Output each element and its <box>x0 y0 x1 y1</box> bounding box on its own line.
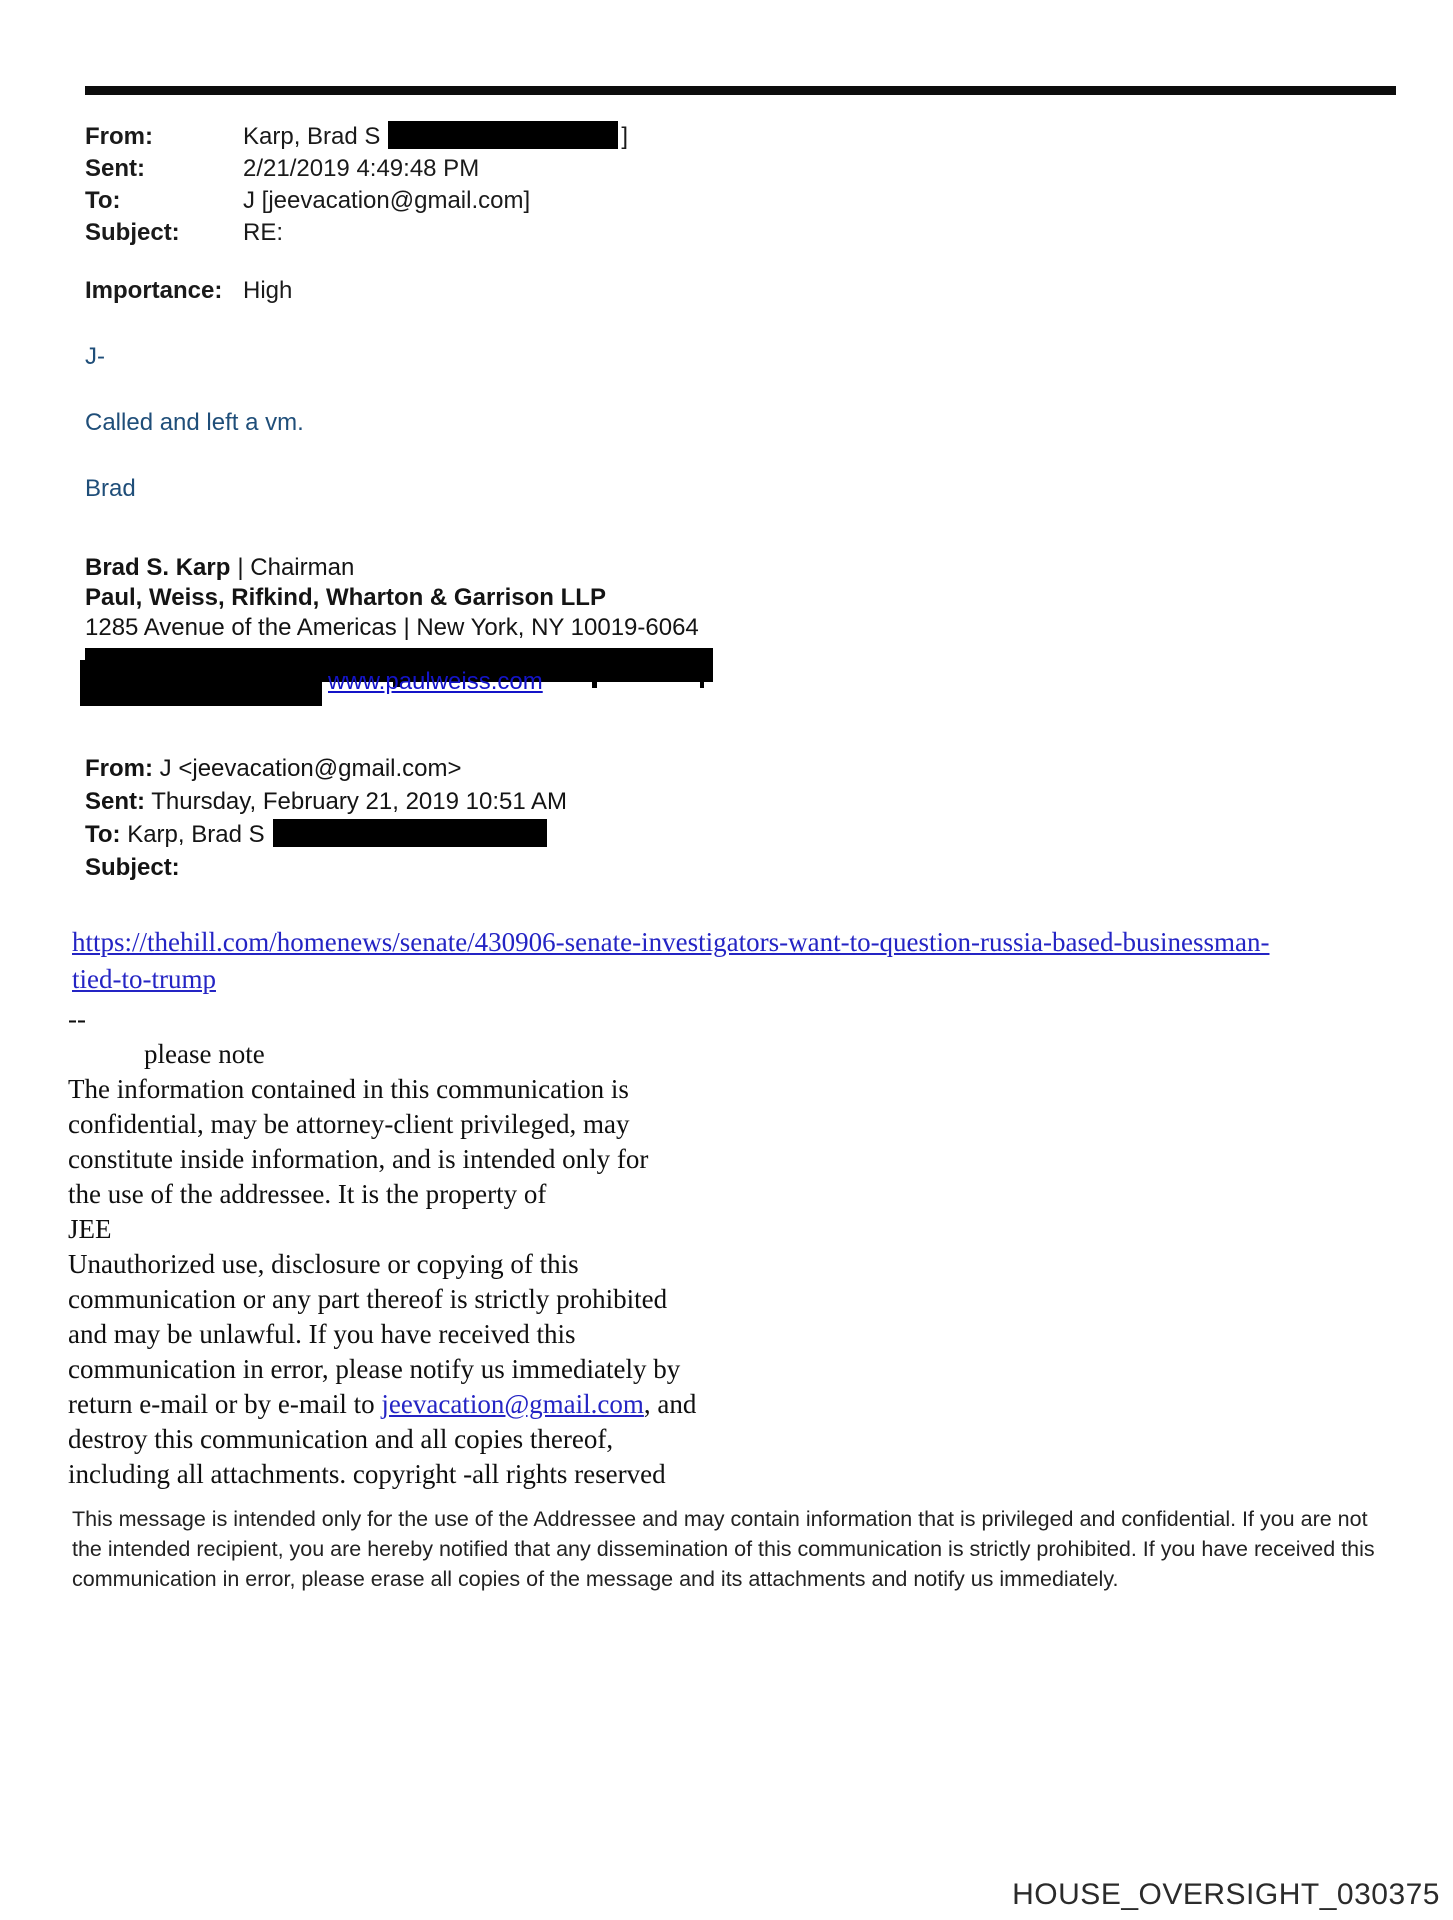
subject-row <box>85 217 1453 249</box>
bates-number: HOUSE_OVERSIGHT_030375 <box>1012 1878 1440 1911</box>
signature-firm: Paul, Weiss, Rifkind, Wharton & Garrison LLP <box>85 584 606 611</box>
confidentiality-line: communication in error, please notify us immediately by <box>68 1354 681 1384</box>
confidentiality-line: confidential, may be attorney-client privileged, may <box>68 1109 630 1139</box>
reply-signoff: Brad <box>85 475 136 502</box>
redaction-remnant-mark <box>700 681 704 688</box>
confidentiality-line: Unauthorized use, disclosure or copying of this <box>68 1249 579 1279</box>
to-label: To: <box>85 821 121 848</box>
confidentiality-line: constitute inside information, and is intended only for <box>68 1144 649 1174</box>
to-value: Karp, Brad S <box>127 821 265 848</box>
sent-value: Thursday, February 21, 2019 10:51 AM <box>151 788 568 815</box>
signature-redaction-zone <box>80 648 1453 708</box>
subject-value: RE: <box>243 219 284 246</box>
from-label: From: <box>85 123 153 150</box>
article-link-paragraph <box>72 924 1453 998</box>
confidentiality-line: the use of the addressee. It is the property of <box>68 1179 547 1209</box>
confidentiality-email-line: return e-mail or by e-mail to jeevacation@gmail.com, and <box>68 1389 697 1419</box>
signature-block <box>85 553 1453 643</box>
footer-disclaimer: This message is intended only for the use of the Addressee and may contain information that is privileged and confidential. If you are not the intended recipient, you are hereby notified that any dissemination of this communication is strictly prohibited. If you have received this communication in error, please erase all copies of the message and its attachments and notify us immediately. <box>72 1507 1375 1591</box>
confidentiality-line: please note <box>144 1039 265 1069</box>
subject-label: Subject: <box>85 219 180 246</box>
importance-row <box>85 275 1453 307</box>
importance-label: Importance: <box>85 277 223 304</box>
to-row <box>85 818 1453 851</box>
reply-greeting: J- <box>85 343 105 370</box>
from-row <box>85 121 1453 153</box>
from-value: J <jeevacation@gmail.com> <box>159 755 462 782</box>
signature-title: | Chairman <box>237 554 355 581</box>
to-label: To: <box>85 187 121 214</box>
signature-address: 1285 Avenue of the Americas | New York, NY 10019-6064 <box>85 614 699 641</box>
redaction-bar <box>388 121 618 149</box>
confidentiality-line: destroy this communication and all copies thereof, <box>68 1424 614 1454</box>
importance-value: High <box>243 277 293 304</box>
sent-label: Sent: <box>85 155 145 182</box>
separator-dashes: -- <box>68 1004 86 1034</box>
sent-label: Sent: <box>85 788 145 815</box>
header-divider-rule <box>85 86 1396 95</box>
confidentiality-line: including all attachments. copyright -all rights reserved <box>68 1459 666 1489</box>
thehill-article-link[interactable]: https://thehill.com/homenews/senate/430906-senate-investigators-want-to-question-russia-based-businessman- tied-to-trump <box>72 927 1270 994</box>
redaction-bar <box>273 819 547 847</box>
sent-value: 2/21/2019 4:49:48 PM <box>243 155 480 182</box>
to-row <box>85 185 1453 217</box>
from-label: From: <box>85 755 153 782</box>
reply-body: Called and left a vm. <box>85 409 304 436</box>
from-row <box>85 752 1453 785</box>
sent-row <box>85 785 1453 818</box>
email-header-1 <box>85 121 1453 307</box>
jeevacation-email-link[interactable]: jeevacation@gmail.com <box>381 1389 644 1419</box>
redaction-bar <box>80 660 322 706</box>
sent-row <box>85 153 1453 185</box>
from-value: Karp, Brad S ] <box>243 123 629 150</box>
confidentiality-line: JEE <box>68 1214 112 1244</box>
paulweiss-website-link[interactable]: www.paulweiss.com <box>328 668 543 695</box>
confidentiality-notice <box>68 1002 1453 1492</box>
to-value: J [jeevacation@gmail.com] <box>243 187 531 214</box>
signature-name-line <box>85 553 1453 583</box>
email-header-2 <box>85 752 1453 884</box>
confidentiality-line: and may be unlawful. If you have received this <box>68 1319 576 1349</box>
subject-row <box>85 851 1453 884</box>
subject-label: Subject: <box>85 854 180 881</box>
confidentiality-line: The information contained in this communication is <box>68 1074 629 1104</box>
confidentiality-line: communication or any part thereof is strictly prohibited <box>68 1284 668 1314</box>
redaction-remnant-mark <box>592 681 597 688</box>
signature-name: Brad S. Karp <box>85 554 231 581</box>
